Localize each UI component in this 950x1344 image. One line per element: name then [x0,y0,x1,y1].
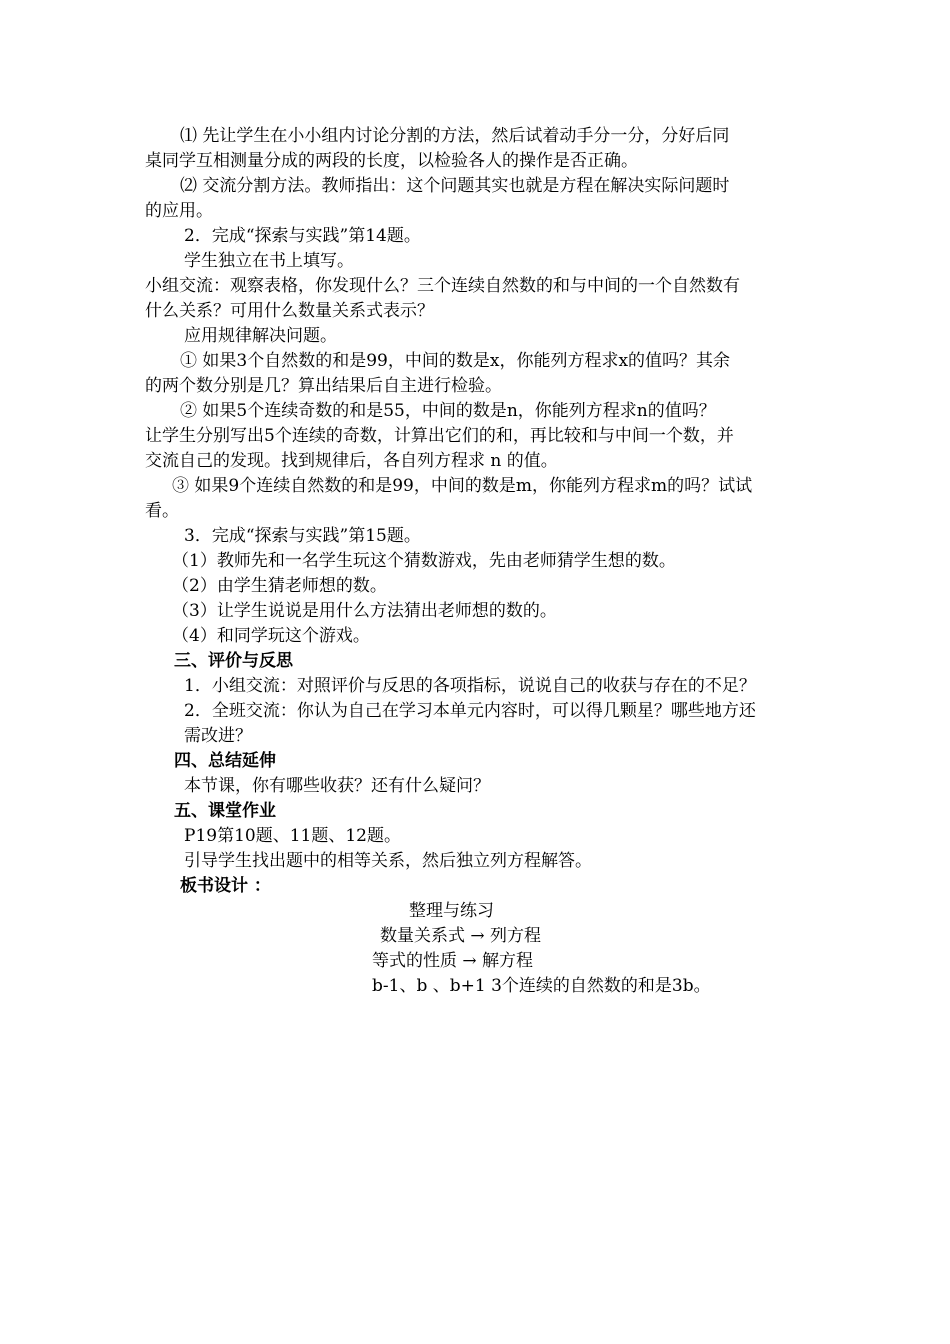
paragraph-line: 的两个数分别是几？算出结果后自主进行检验。 [145,376,502,396]
paragraph-line: 让学生分别写出5个连续的奇数，计算出它们的和，再比较和与中间一个数，并 [145,426,734,446]
paragraph-line: 的应用。 [145,201,213,221]
paragraph-line: 交流自己的发现。找到规律后，各自列方程求 n 的值。 [145,451,558,471]
paragraph-line: 小组交流：观察表格，你发现什么？三个连续自然数的和与中间的一个自然数有 [145,276,740,296]
paragraph-line: 学生独立在书上填写。 [184,251,354,271]
paragraph-line: 2．完成“探索与实践”第14题。 [184,226,421,246]
board-line: b-1、b 、b+1 3个连续的自然数的和是3b。 [372,976,711,996]
paragraph-line: （4）和同学玩这个游戏。 [172,626,370,646]
paragraph-line: ① 如果3个自然数的和是99，中间的数是x，你能列方程求x的值吗？其余 [180,351,731,371]
board-title: 整理与练习 [409,901,494,921]
paragraph-line: 看。 [145,501,179,521]
section-heading: 三、评价与反思 [174,651,293,671]
board-line: 数量关系式 → 列方程 [380,926,542,946]
paragraph-line: P19第10题、11题、12题。 [184,826,401,846]
paragraph-line: 1．小组交流：对照评价与反思的各项指标，说说自己的收获与存在的不足？ [184,676,756,696]
blackboard-design-heading: 板书设计 ： [180,876,271,896]
paragraph-line: （2）由学生猜老师想的数。 [172,576,387,596]
paragraph-line: 2．全班交流：你认为自己在学习本单元内容时，可以得几颗星？哪些地方还 [184,701,756,721]
paragraph-line: 需改进？ [184,726,252,746]
paragraph-line: 桌同学互相测量分成的两段的长度，以检验各人的操作是否正确。 [145,151,638,171]
paragraph-line: 应用规律解决问题。 [184,326,337,346]
paragraph-line: ⑵ 交流分割方法。教师指出：这个问题其实也就是方程在解决实际问题时 [180,176,730,196]
paragraph-line: 本节课，你有哪些收获？还有什么疑问？ [184,776,490,796]
section-heading: 四、总结延伸 [174,751,276,771]
paragraph-line: 3．完成“探索与实践”第15题。 [184,526,421,546]
paragraph-line: （1）教师先和一名学生玩这个猜数游戏，先由老师猜学生想的数。 [172,551,676,571]
paragraph-line: （3）让学生说说是用什么方法猜出老师想的数的。 [172,601,557,621]
section-heading: 五、课堂作业 [174,801,276,821]
paragraph-line: ② 如果5个连续奇数的和是55，中间的数是n，你能列方程求n的值吗？ [180,401,716,421]
paragraph-line: 什么关系？可用什么数量关系式表示？ [145,301,434,321]
paragraph-line: ③ 如果9个连续自然数的和是99，中间的数是m，你能列方程求m的吗？试试 [172,476,753,496]
paragraph-line: 引导学生找出题中的相等关系，然后独立列方程解答。 [184,851,592,871]
board-line: 等式的性质 → 解方程 [372,951,534,971]
paragraph-line: ⑴ 先让学生在小小组内讨论分割的方法，然后试着动手分一分，分好后同 [180,126,730,146]
